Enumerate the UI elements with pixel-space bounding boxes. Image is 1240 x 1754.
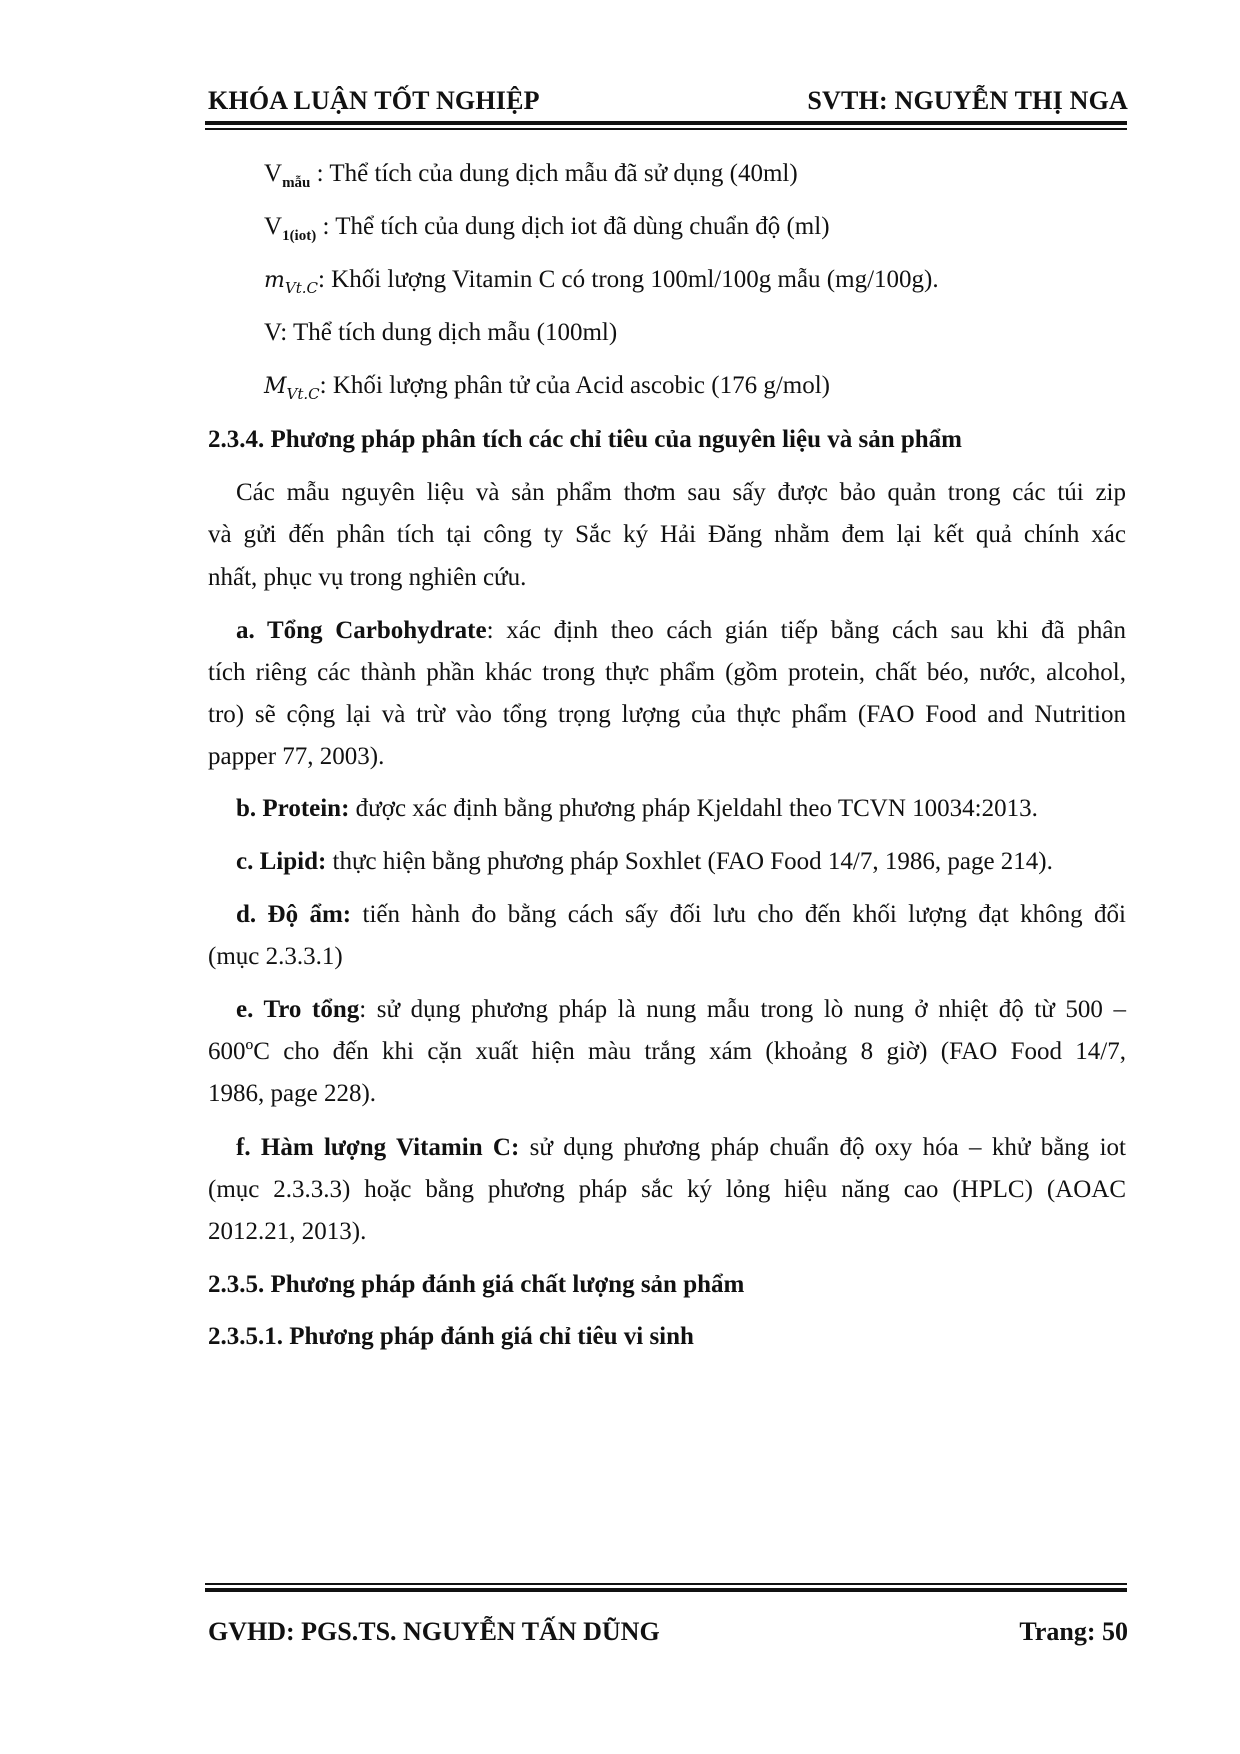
intro-line-3: nhất, phục vụ trong nghiên cứu. — [208, 564, 527, 591]
item-c: c. Lipid: thực hiện bằng phương pháp Soxhlet (FAO Food 14/7, 1986, page 214). — [236, 848, 1053, 875]
header-title: KHÓA LUẬN TỐT NGHIỆP — [208, 86, 540, 115]
definition-v: V: Thể tích dung dịch mẫu (100ml) — [264, 319, 618, 346]
item-b: b. Protein: được xác định bằng phương pháp Kjeldahl theo TCVN 10034:2013. — [236, 795, 1038, 822]
item-a-line-1: a. Tổng Carbohydrate: xác định theo cách gián tiếp bằng cách sau khi đã phân — [236, 617, 1126, 644]
item-c-label: c. Lipid: — [236, 848, 327, 875]
intro-line-1: Các mẫu nguyên liệu và sản phẩm thơm sau sấy được bảo quản trong các túi zip — [236, 479, 1126, 506]
item-f-line-3: 2012.21, 2013). — [208, 1218, 367, 1245]
section-heading-2351: 2.3.5.1. Phương pháp đánh giá chỉ tiêu vi sinh — [208, 1323, 694, 1350]
definition-m-vtc: $m_{Vt.C}$: Khối lượng Vitamin C có trong 100ml/100g mẫu (mg/100g). — [264, 266, 939, 297]
item-e-line-2: 600ºC cho đến khi cặn xuất hiện màu trắng xám (khoảng 8 giờ) (FAO Food 14/7, — [208, 1038, 1126, 1065]
item-d-line-2: (mục 2.3.3.1) — [208, 943, 343, 970]
item-a-line-3: tro) sẽ cộng lại và trừ vào tổng trọng lượng của thực phẩm (FAO Food and Nutrition — [208, 701, 1126, 728]
footer-rule-thin — [205, 1583, 1127, 1585]
item-e-line-1: e. Tro tổng: sử dụng phương pháp là nung mẫu trong lò nung ở nhiệt độ từ 500 – — [236, 996, 1126, 1023]
definition-v-iot: $V_{1(iot)}$ : Thể tích của dung dịch iot đã dùng chuẩn độ (ml) — [264, 213, 830, 244]
item-b-label: b. Protein: — [236, 795, 350, 822]
intro-line-2: và gửi đến phân tích tại công ty Sắc ký Hải Đăng nhằm đem lại kết quả chính xác — [208, 521, 1126, 548]
header-rule-thin — [205, 128, 1127, 130]
item-a-line-4: papper 77, 2003). — [208, 743, 385, 770]
section-heading-234: 2.3.4. Phương pháp phân tích các chỉ tiêu của nguyên liệu và sản phẩm — [208, 426, 962, 453]
item-d-line-1: d. Độ ẩm: tiến hành đo bằng cách sấy đối lưu cho đến khối lượng đạt không đổi — [236, 901, 1127, 928]
item-a-label: a. Tổng Carbohydrate — [236, 617, 487, 644]
item-d-label: d. Độ ẩm: — [236, 901, 352, 928]
definition-v-mau: $V_{mẫu}$ : Thể tích của dung dịch mẫu đã sử dụng (40ml) — [264, 160, 798, 191]
footer-rule-thick — [205, 1588, 1127, 1592]
item-e-label: e. Tro tổng — [236, 996, 360, 1023]
item-e-line-3: 1986, page 228). — [208, 1080, 377, 1107]
header-author: SVTH: NGUYỄN THỊ NGA — [807, 86, 1128, 115]
definition-mm-vtc: $M_{Vt.C}$: Khối lượng phân tử của Acid ascobic (176 g/mol) — [264, 372, 831, 403]
item-f-label: f. Hàm lượng Vitamin C: — [236, 1134, 520, 1161]
item-a-line-2: tích riêng các thành phần khác trong thực phẩm (gồm protein, chất béo, nước, alcohol, — [208, 659, 1126, 686]
item-f-line-1: f. Hàm lượng Vitamin C: sử dụng phương pháp chuẩn độ oxy hóa – khử bằng iot — [236, 1134, 1126, 1161]
header-rule-thick — [205, 121, 1127, 125]
section-heading-235: 2.3.5. Phương pháp đánh giá chất lượng sản phẩm — [208, 1271, 745, 1298]
item-f-line-2: (mục 2.3.3.3) hoặc bằng phương pháp sắc ký lỏng hiệu năng cao (HPLC) (AOAC — [208, 1176, 1126, 1203]
footer-supervisor: GVHD: PGS.TS. NGUYỄN TẤN DŨNG — [208, 1617, 660, 1646]
page-number: Trang: 50 — [1019, 1617, 1128, 1646]
